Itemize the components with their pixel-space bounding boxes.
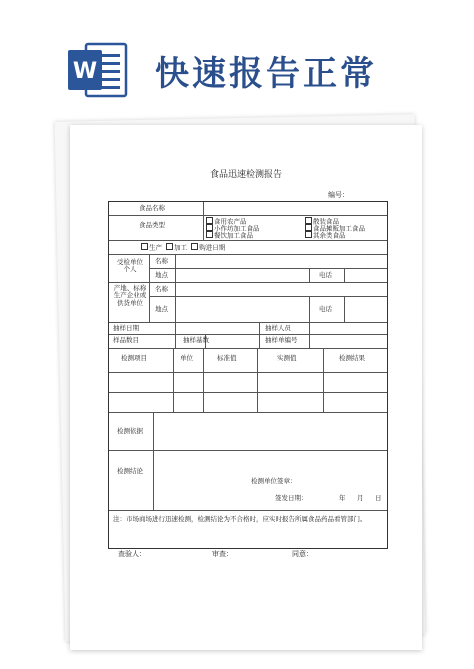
col-header-result: 检测结果 (339, 354, 365, 362)
name-label: 名称 (155, 257, 168, 265)
producer-name-label: 名称 (155, 285, 168, 293)
checkbox-icon[interactable] (206, 231, 213, 238)
report-form (108, 201, 388, 549)
inspected-unit-label: 受检单位个人 (117, 258, 143, 274)
sample-base-label: 抽样基数 (183, 336, 209, 344)
checkbox-icon[interactable] (166, 243, 173, 250)
document-page (70, 125, 422, 650)
banner (0, 0, 474, 110)
conclusion-label: 检测结论 (117, 467, 143, 475)
checkbox-icon[interactable] (206, 217, 213, 224)
reviewer-label: 审查： (212, 550, 233, 558)
producer-phone-label: 电话 (319, 305, 332, 313)
month-label: 月 (357, 494, 364, 502)
type-option-agri: 食用农产品 (206, 217, 247, 226)
basis-label: 检测依据 (117, 427, 143, 435)
address-label: 地点 (155, 271, 168, 279)
food-type-label: 食品类型 (139, 221, 165, 229)
note-text: 注：市场商场进行迅速检测，检测结论为不合格时，应实时报告所属食品药品看管部门。 (113, 515, 367, 523)
sampling-date-label: 抽样日期 (113, 324, 139, 332)
checkbox-icon[interactable] (191, 243, 198, 250)
day-label: 日 (375, 494, 382, 502)
phone-label: 电话 (319, 271, 332, 279)
checkbox-icon[interactable] (305, 217, 312, 224)
checkbox-icon[interactable] (141, 243, 148, 250)
production-options: 生产 加工 购进日期 (141, 243, 225, 252)
food-name-label: 食品名称 (139, 204, 165, 212)
type-option-vendor: 食品摊贩加工食品 (305, 224, 365, 233)
col-header-unit: 单位 (180, 354, 193, 362)
inspector-label: 查验人： (118, 550, 146, 558)
checkbox-icon[interactable] (305, 224, 312, 231)
checkbox-icon[interactable] (206, 224, 213, 231)
word-icon (66, 40, 128, 100)
col-header-standard: 标准值 (217, 354, 237, 362)
banner-title: 快速报告正常 (155, 54, 377, 94)
year-label: 年 (339, 494, 346, 502)
col-header-measured: 实测值 (277, 354, 297, 362)
checkbox-icon[interactable] (305, 231, 312, 238)
signature-label: 检测单位签章： (251, 477, 297, 485)
type-option-bulk: 散装食品 (305, 217, 339, 226)
type-option-other: 其余类食品 (305, 231, 346, 240)
type-option-workshop: 小作坊加工食品 (206, 224, 260, 233)
serial-number-label: 编号： (328, 191, 349, 199)
sample-no-label: 抽样单编号 (265, 336, 298, 344)
producer-label: 产地、标称生产企业或供货单位 (113, 284, 147, 307)
sample-count-label: 样品数目 (113, 336, 139, 344)
col-header-item: 检测项目 (121, 354, 147, 362)
producer-address-label: 地点 (155, 305, 168, 313)
svg-text:W: W (72, 59, 98, 84)
issue-date-label: 签发日期： (275, 494, 308, 502)
report-title: 食品迅速检测报告 (209, 170, 282, 180)
type-option-catering: 餐饮加工食品 (206, 231, 253, 240)
consent-label: 同意： (292, 550, 313, 558)
sampler-label: 抽样人员 (265, 324, 291, 332)
